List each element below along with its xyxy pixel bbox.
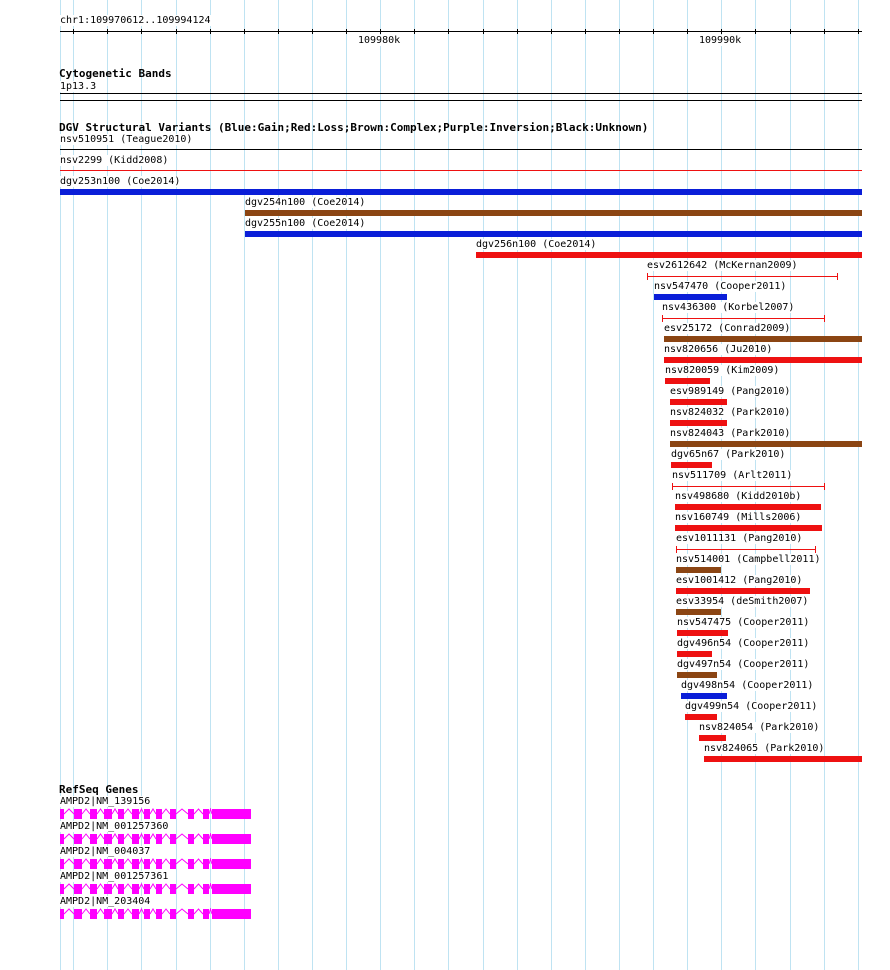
dgv-feature-label[interactable]: nsv514001 (Campbell2011) [676,554,821,565]
gene-model[interactable] [60,858,253,870]
gene-exon [74,834,82,844]
gene-intron [162,809,170,814]
gene-exon [144,859,150,869]
dgv-feature-label[interactable]: nsv824032 (Park2010) [670,407,791,418]
dgv-feature-bar[interactable] [676,609,721,615]
gene-intron [209,809,212,814]
grid-line [346,0,347,970]
refseq-gene-label[interactable]: AMPD2|NM_001257361 [60,871,169,882]
grid-line [755,0,756,970]
grid-line [244,0,245,970]
dgv-feature-label[interactable]: dgv256n100 (Coe2014) [476,239,597,250]
dgv-feature-cap [815,546,816,553]
dgv-feature-cap [672,483,673,490]
gene-exon [144,884,150,894]
ruler-tick [755,29,756,34]
gene-exon [60,859,64,869]
ruler-tick [483,29,484,34]
dgv-feature-bar[interactable] [654,294,727,300]
refseq-gene-label[interactable]: AMPD2|NM_001257360 [60,821,169,832]
gene-intron [64,909,74,914]
ruler-tick [790,29,791,34]
gene-intron [162,884,170,889]
dgv-track-title: DGV Structural Variants (Blue:Gain;Red:Loss;Brown:Complex;Purple:Inversion;Black:Unknown) [59,121,649,134]
grid-line [517,0,518,970]
gene-exon [203,884,209,894]
gene-exon [144,909,150,919]
ruler-tick [141,29,142,34]
gene-exon [60,834,64,844]
gene-exon [170,859,176,869]
gene-intron [112,834,118,839]
gene-intron [97,834,104,839]
gene-exon [90,809,97,819]
refseq-gene-label[interactable]: AMPD2|NM_203404 [60,896,151,907]
gene-exon [188,884,194,894]
gene-exon [188,909,194,919]
gene-exon [144,809,150,819]
gene-intron [194,884,203,889]
gene-intron [139,859,144,864]
gene-exon [104,809,112,819]
grid-line [414,0,415,970]
gene-exon [118,809,124,819]
ruler-tick [312,29,313,34]
grid-line [858,0,859,970]
gene-intron [162,834,170,839]
dgv-feature-label[interactable]: dgv497n54 (Cooper2011) [677,659,810,670]
dgv-feature-bar[interactable] [677,651,712,657]
gene-exon [74,909,82,919]
dgv-feature-label[interactable]: esv1001412 (Pang2010) [676,575,803,586]
grid-line [721,0,722,970]
gene-intron [150,909,156,914]
gene-exon [170,809,176,819]
dgv-feature-cap [824,315,825,322]
grid-line [551,0,552,970]
gene-exon [156,884,162,894]
dgv-feature-bar[interactable] [665,378,710,384]
gene-exon [188,834,194,844]
gene-intron [82,809,90,814]
gene-intron [124,884,132,889]
dgv-feature-label[interactable]: nsv2299 (Kidd2008) [60,155,169,166]
dgv-feature-label[interactable]: nsv510951 (Teague2010) [60,134,193,145]
dgv-feature-bar[interactable] [677,630,728,636]
ruler-tick [176,29,177,34]
dgv-feature-bar[interactable] [670,420,727,426]
ruler-tick-label: 109990k [699,35,742,46]
gene-exon [60,884,64,894]
gene-exon [132,909,139,919]
gene-exon [156,859,162,869]
gene-exon [104,834,112,844]
dgv-feature-label[interactable]: dgv253n100 (Coe2014) [60,176,181,187]
dgv-feature-bar[interactable] [60,149,862,150]
ruler-tick [346,29,347,34]
gene-exon [156,909,162,919]
refseq-gene-label[interactable]: AMPD2|NM_139156 [60,796,151,807]
grid-line [278,0,279,970]
gene-intron [124,809,132,814]
cytoband-line-bottom [60,100,862,101]
ruler-tick [278,29,279,34]
dgv-feature-label[interactable]: nsv820059 (Kim2009) [665,365,780,376]
grid-line [687,0,688,970]
dgv-feature-bar[interactable] [675,504,821,510]
gene-exon [132,809,139,819]
gene-intron [82,884,90,889]
gene-exon [90,834,97,844]
gene-intron [194,859,203,864]
gene-exon [156,834,162,844]
gene-intron [150,834,156,839]
gene-intron [176,859,188,864]
grid-line [585,0,586,970]
gene-exon [203,809,209,819]
gene-intron [139,884,144,889]
dgv-feature-bar[interactable] [662,318,825,319]
ruler-tick [210,29,211,34]
gene-exon [74,859,82,869]
dgv-feature-bar[interactable] [676,549,816,550]
gene-intron [112,859,118,864]
dgv-feature-label[interactable]: dgv499n54 (Cooper2011) [685,701,818,712]
gene-exon [118,884,124,894]
gene-exon [90,884,97,894]
dgv-feature-label[interactable]: esv2612642 (McKernan2009) [647,260,798,271]
dgv-feature-cap [662,315,663,322]
gene-intron [176,834,188,839]
gene-exon [203,834,209,844]
gene-intron [64,884,74,889]
ruler-tick [551,29,552,34]
gene-exon [212,859,251,869]
dgv-feature-bar[interactable] [672,486,825,487]
gene-intron [112,809,118,814]
gene-model[interactable] [60,908,253,920]
dgv-feature-cap [647,273,648,280]
cytoband-line [60,93,862,94]
ruler-tick [585,29,586,34]
dgv-feature-bar[interactable] [245,210,862,216]
dgv-feature-bar[interactable] [676,567,721,573]
grid-line [176,0,177,970]
gene-intron [97,809,104,814]
ruler-location-label: chr1:109970612..109994124 [60,15,211,26]
gene-exon [170,834,176,844]
gene-intron [162,909,170,914]
gene-intron [176,909,188,914]
dgv-feature-label[interactable]: dgv254n100 (Coe2014) [245,197,366,208]
dgv-feature-label[interactable]: nsv436300 (Korbel2007) [662,302,795,313]
gene-exon [74,809,82,819]
dgv-feature-label[interactable]: nsv824043 (Park2010) [670,428,791,439]
gene-exon [104,859,112,869]
dgv-feature-bar[interactable] [671,462,712,468]
ruler-tick [414,29,415,34]
gene-exon [212,884,251,894]
dgv-feature-label[interactable]: nsv547475 (Cooper2011) [677,617,810,628]
gene-intron [209,834,212,839]
gene-exon [74,884,82,894]
dgv-feature-bar[interactable] [676,588,810,594]
gene-exon [132,834,139,844]
grid-line [619,0,620,970]
cytoband-label: 1p13.3 [60,81,97,92]
dgv-feature-label[interactable]: nsv511709 (Arlt2011) [672,470,793,481]
dgv-feature-bar[interactable] [664,357,862,363]
gene-intron [150,809,156,814]
dgv-feature-bar[interactable] [670,441,862,447]
gene-intron [64,834,74,839]
dgv-feature-label[interactable]: esv33954 (deSmith2007) [676,596,809,607]
ruler-tick [619,29,620,34]
gene-intron [209,909,212,914]
gene-exon [132,884,139,894]
gene-model[interactable] [60,833,253,845]
gene-exon [212,909,251,919]
gene-exon [104,909,112,919]
dgv-feature-label[interactable]: dgv65n67 (Park2010) [671,449,786,460]
dgv-feature-bar[interactable] [670,399,727,405]
gene-exon [60,809,64,819]
dgv-feature-bar[interactable] [60,170,862,171]
gene-exon [212,834,251,844]
gene-exon [60,909,64,919]
ruler-tick [448,29,449,34]
grid-line [312,0,313,970]
gene-exon [188,809,194,819]
gene-intron [124,909,132,914]
dgv-feature-bar[interactable] [664,336,862,342]
gene-intron [139,909,144,914]
dgv-feature-label[interactable]: dgv498n54 (Cooper2011) [681,680,814,691]
gene-model[interactable] [60,808,253,820]
gene-intron [194,834,203,839]
dgv-feature-bar[interactable] [685,714,717,720]
dgv-feature-label[interactable]: nsv547470 (Cooper2011) [654,281,787,292]
gene-intron [64,859,74,864]
gene-intron [209,884,212,889]
gene-intron [139,809,144,814]
grid-line [483,0,484,970]
gene-exon [118,834,124,844]
ruler-tick [244,29,245,34]
gene-intron [82,909,90,914]
ruler-axis [60,31,862,32]
ruler-tick-label: 109980k [358,35,401,46]
grid-line [210,0,211,970]
dgv-feature-label[interactable]: nsv824065 (Park2010) [704,743,825,754]
grid-line [790,0,791,970]
grid-line [380,0,381,970]
dgv-feature-cap [837,273,838,280]
refseq-track-title: RefSeq Genes [59,783,139,796]
gene-intron [124,834,132,839]
dgv-feature-label[interactable]: nsv160749 (Mills2006) [675,512,802,523]
dgv-feature-bar[interactable] [245,231,862,237]
dgv-feature-bar[interactable] [677,672,717,678]
gene-intron [176,809,188,814]
refseq-gene-label[interactable]: AMPD2|NM_004037 [60,846,151,857]
gene-exon [90,859,97,869]
gene-intron [82,834,90,839]
gene-exon [156,809,162,819]
gene-exon [212,809,251,819]
dgv-feature-label[interactable]: nsv498680 (Kidd2010b) [675,491,802,502]
dgv-feature-bar[interactable] [60,189,862,195]
gene-intron [97,859,104,864]
gene-exon [118,859,124,869]
gene-intron [64,809,74,814]
gene-model[interactable] [60,883,253,895]
ruler-tick [824,29,825,34]
grid-line [448,0,449,970]
ruler-tick [721,29,722,34]
dgv-feature-cap [676,546,677,553]
ruler-tick [73,29,74,34]
gene-intron [82,859,90,864]
dgv-feature-label[interactable]: esv25172 (Conrad2009) [664,323,791,334]
ruler-tick [653,29,654,34]
gene-exon [118,909,124,919]
gene-exon [144,834,150,844]
gene-intron [112,884,118,889]
gene-intron [209,859,212,864]
ruler-tick [687,29,688,34]
gene-exon [104,884,112,894]
dgv-feature-bar[interactable] [675,525,822,531]
gene-intron [97,884,104,889]
grid-line [653,0,654,970]
gene-intron [124,859,132,864]
ruler-tick [380,29,381,34]
gene-intron [139,834,144,839]
gene-exon [170,884,176,894]
dgv-feature-label[interactable]: nsv820656 (Ju2010) [664,344,773,355]
dgv-feature-label[interactable]: esv1011131 (Pang2010) [676,533,803,544]
gene-intron [194,809,203,814]
ruler-tick [858,29,859,34]
gene-exon [170,909,176,919]
gene-exon [203,909,209,919]
gene-intron [162,859,170,864]
ruler-tick [517,29,518,34]
gene-exon [90,909,97,919]
gene-intron [150,859,156,864]
gene-intron [112,909,118,914]
dgv-feature-bar[interactable] [476,252,862,258]
dgv-feature-bar[interactable] [647,276,838,277]
dgv-feature-label[interactable]: dgv496n54 (Cooper2011) [677,638,810,649]
gene-intron [176,884,188,889]
dgv-feature-label[interactable]: esv989149 (Pang2010) [670,386,791,397]
gene-exon [203,859,209,869]
gene-intron [194,909,203,914]
dgv-feature-bar[interactable] [699,735,726,741]
dgv-feature-cap [824,483,825,490]
dgv-feature-bar[interactable] [681,693,727,699]
gene-intron [97,909,104,914]
gene-exon [188,859,194,869]
dgv-feature-bar[interactable] [704,756,862,762]
gene-exon [132,859,139,869]
gene-intron [150,884,156,889]
ruler-tick [107,29,108,34]
dgv-feature-label[interactable]: dgv255n100 (Coe2014) [245,218,366,229]
dgv-feature-label[interactable]: nsv824054 (Park2010) [699,722,820,733]
cytoband-track-title: Cytogenetic Bands [59,67,172,80]
